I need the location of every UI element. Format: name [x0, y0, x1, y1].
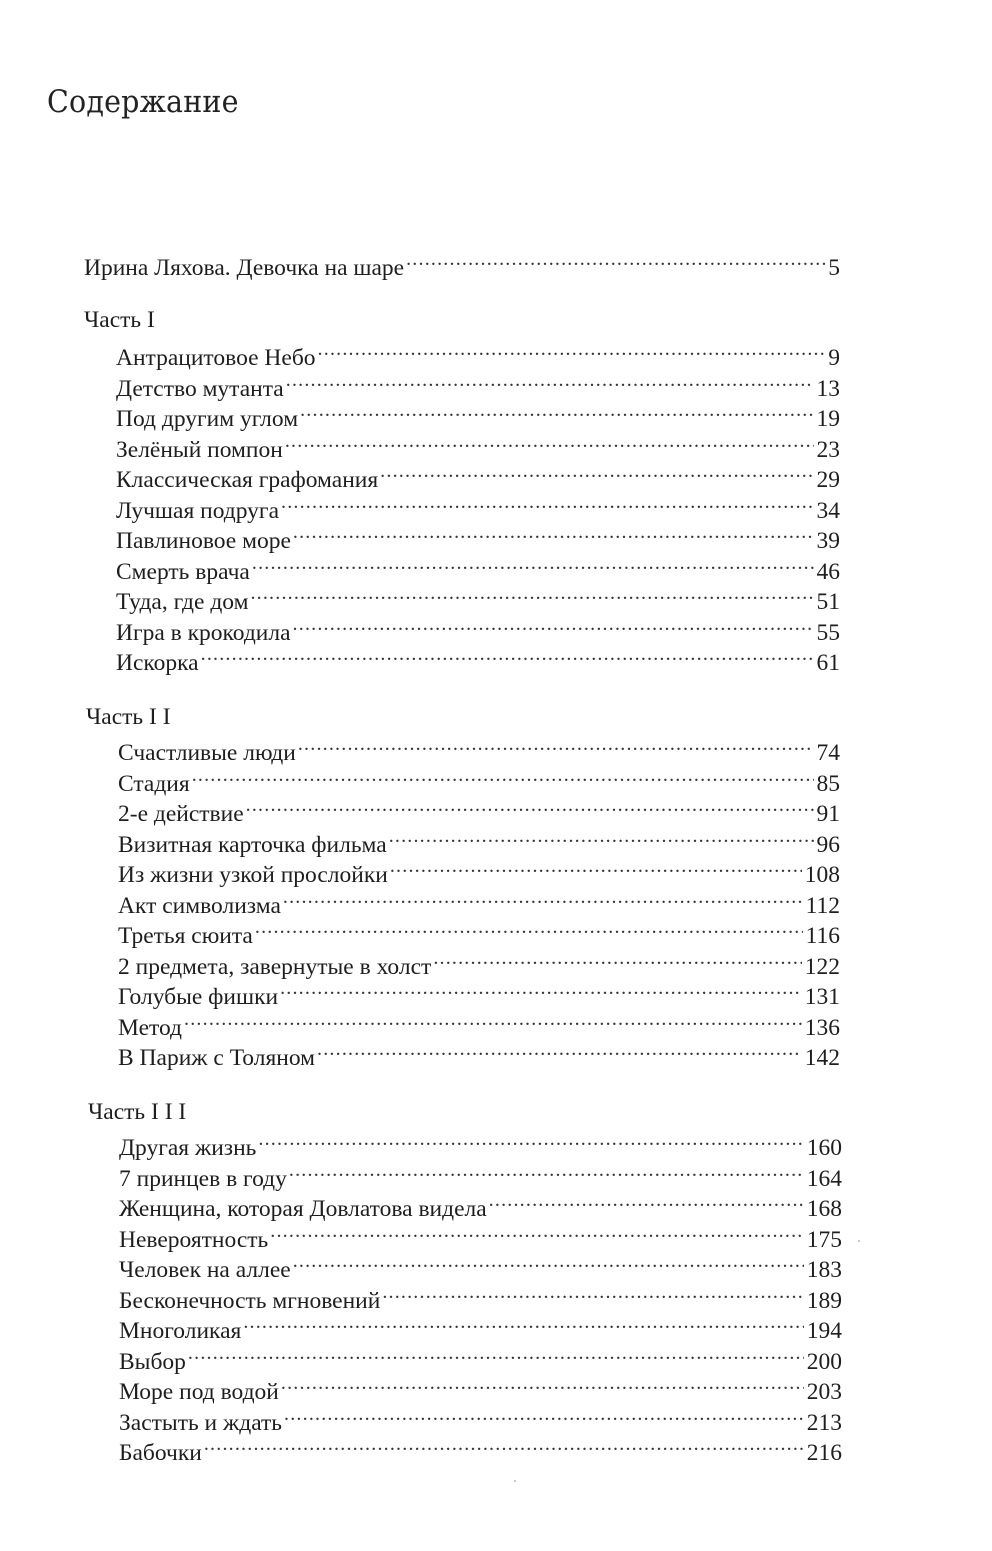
toc-entry[interactable] — [116, 366, 840, 402]
toc-entry-page: 34 — [816, 497, 840, 524]
toc-entry-title: 7 принцев в году — [119, 1165, 287, 1192]
toc-entry[interactable] — [119, 1156, 842, 1192]
dot-leader — [390, 852, 802, 882]
dot-leader — [270, 1217, 803, 1247]
toc-entry[interactable] — [116, 579, 840, 615]
toc-entry-title: Антрацитовое Небо — [116, 345, 316, 371]
toc-entry-page: 55 — [816, 619, 840, 646]
dot-leader — [250, 579, 813, 609]
dot-leader — [380, 457, 813, 487]
toc-entry-title: Под другим углом — [116, 406, 299, 432]
toc-entry-title: Из жизни узкой прослойки — [118, 862, 388, 888]
toc-entry-intro[interactable] — [84, 245, 840, 281]
toc-entry-page: 23 — [816, 436, 840, 463]
dot-leader — [204, 1430, 804, 1460]
dot-leader — [192, 761, 814, 791]
toc-entry-title: Павлиновое море — [116, 528, 291, 554]
toc-entry-title: Детство мутанта — [116, 375, 284, 402]
dot-leader — [293, 610, 814, 640]
toc-entry[interactable] — [116, 549, 840, 585]
toc-entry[interactable] — [116, 396, 840, 432]
dot-leader — [382, 1278, 803, 1308]
toc-entry-title: Классическая графомания — [116, 467, 379, 493]
toc-entry-page: 136 — [804, 1014, 840, 1041]
toc-entry-page: 13 — [816, 375, 840, 402]
toc-entry[interactable] — [119, 1125, 842, 1161]
toc-entry-page: 29 — [816, 467, 840, 493]
toc-entry-page: 142 — [804, 1045, 840, 1071]
toc-entry-title: Море под водой — [119, 1379, 279, 1405]
dot-leader — [317, 1035, 802, 1065]
dot-leader — [284, 1400, 804, 1430]
dot-leader — [184, 1005, 802, 1035]
toc-entry[interactable] — [119, 1217, 842, 1253]
toc-entry-title: Искорка — [116, 650, 199, 676]
toc-entry-title: Человек на аллее — [119, 1257, 291, 1283]
toc-entry-title: Многоликая — [119, 1318, 242, 1344]
toc-entry[interactable] — [118, 974, 840, 1010]
toc-entry[interactable] — [118, 730, 840, 766]
toc-entry-page: 189 — [806, 1287, 842, 1314]
paper-speck — [514, 1480, 516, 1482]
toc-entry-page: 61 — [816, 650, 840, 676]
toc-entry[interactable] — [118, 1035, 840, 1071]
dot-leader — [258, 1125, 803, 1155]
toc-entry-title: Невероятность — [119, 1226, 269, 1253]
toc-entry-title: Игра в крокодила — [116, 619, 291, 646]
toc-entry-page: 168 — [806, 1196, 842, 1222]
dot-leader — [389, 822, 814, 852]
toc-entry[interactable] — [116, 457, 840, 493]
toc-entry-page: 9 — [828, 345, 840, 371]
toc-entry-page: 112 — [805, 892, 840, 919]
toc-entry[interactable] — [119, 1339, 842, 1375]
dot-leader — [188, 1339, 804, 1369]
toc-entry-title: Акт символизма — [118, 892, 281, 919]
toc-entry[interactable] — [116, 335, 840, 371]
toc-entry-page: 194 — [806, 1318, 842, 1344]
dot-leader — [433, 944, 801, 974]
toc-entry-page: 175 — [806, 1226, 842, 1253]
dot-leader — [406, 245, 825, 275]
toc-entry[interactable] — [119, 1430, 842, 1466]
toc-entry[interactable] — [119, 1186, 842, 1222]
part-heading-3: Часть I I I — [88, 1099, 187, 1125]
toc-entry-title: Зелёный помпон — [116, 436, 283, 463]
toc-entry-title: Лучшая подруга — [116, 497, 279, 524]
toc-entry-title: В Париж с Толяном — [118, 1045, 316, 1071]
dot-leader — [281, 1369, 804, 1399]
toc-entry-page: 183 — [806, 1257, 842, 1283]
dot-leader — [286, 366, 814, 396]
toc-entry[interactable] — [118, 791, 840, 827]
dot-leader — [281, 488, 814, 518]
toc-entry-page: 96 — [816, 831, 840, 858]
toc-entry-title: Выбор — [119, 1348, 186, 1375]
toc-entry-page: 46 — [816, 558, 840, 585]
toc-entry-page: 203 — [806, 1379, 842, 1405]
toc-entry[interactable] — [118, 913, 840, 949]
toc-entry[interactable] — [116, 488, 840, 524]
dot-leader — [280, 974, 802, 1004]
part-heading-1: Часть I — [84, 307, 155, 333]
toc-entry-page: 5 — [828, 255, 840, 281]
dot-leader — [489, 1186, 804, 1216]
toc-entry[interactable] — [116, 610, 840, 646]
toc-entry-page: 116 — [805, 923, 840, 949]
toc-entry-page: 122 — [804, 953, 840, 980]
toc-entry[interactable] — [118, 822, 840, 858]
toc-entry-page: 19 — [816, 406, 840, 432]
toc-entry-page: 51 — [816, 589, 840, 615]
toc-entry-title: Стадия — [118, 770, 190, 797]
page-title: Содержание — [47, 84, 239, 120]
toc-entry[interactable] — [119, 1308, 842, 1344]
toc-entry-title: Другая жизнь — [119, 1135, 257, 1161]
toc-entry-page: 39 — [816, 528, 840, 554]
toc-entry-page: 85 — [816, 770, 840, 797]
toc-entry[interactable] — [116, 518, 840, 554]
toc-entry-page: 160 — [806, 1135, 842, 1161]
toc-entry[interactable] — [118, 761, 840, 797]
toc-entry-title: Туда, где дом — [116, 589, 249, 615]
dot-leader — [255, 913, 803, 943]
paper-speck — [858, 1240, 860, 1242]
toc-entry[interactable] — [118, 1005, 840, 1041]
dot-leader — [243, 1308, 803, 1338]
toc-entry-page: 108 — [804, 862, 840, 888]
toc-entry-page: 131 — [804, 984, 840, 1010]
dot-leader — [300, 396, 813, 426]
part-heading-2: Часть I I — [86, 704, 171, 730]
toc-entry-title: Смерть врача — [116, 558, 250, 585]
toc-entry-title: 2 предмета, завернутые в холст — [118, 953, 432, 980]
toc-entry-page: 164 — [806, 1165, 842, 1192]
toc-entry[interactable] — [116, 640, 840, 676]
toc-entry[interactable] — [119, 1369, 842, 1405]
toc-entry-title: Счастливые люди — [118, 740, 296, 766]
toc-entry-title: Визитная карточка фильма — [118, 831, 387, 858]
toc-entry-page: 216 — [806, 1440, 842, 1466]
toc-entry-page: 91 — [816, 801, 840, 827]
dot-leader — [293, 1247, 804, 1277]
dot-leader — [293, 518, 814, 548]
toc-entry-title: Женщина, которая Довлатова видела — [119, 1196, 487, 1222]
dot-leader — [283, 883, 803, 913]
toc-entry-title: 2-е действие — [118, 801, 244, 827]
dot-leader — [246, 791, 814, 821]
dot-leader — [318, 335, 826, 365]
toc-entry-title: Бабочки — [119, 1440, 202, 1466]
toc-entry-title: Застыть и ждать — [119, 1409, 283, 1436]
toc-entry-title: Голубые фишки — [118, 984, 279, 1010]
toc-entry[interactable] — [118, 852, 840, 888]
dot-leader — [252, 549, 814, 579]
toc-entry-title: Ирина Ляхова. Девочка на шаре — [84, 255, 405, 281]
dot-leader — [201, 640, 814, 670]
toc-entry-page: 200 — [806, 1348, 842, 1375]
toc-entry[interactable] — [118, 883, 840, 919]
toc-entry-title: Метод — [118, 1014, 183, 1041]
toc-entry[interactable] — [119, 1247, 842, 1283]
toc-entry[interactable] — [119, 1278, 842, 1314]
toc-entry[interactable] — [116, 427, 840, 463]
dot-leader — [285, 427, 814, 457]
dot-leader — [289, 1156, 804, 1186]
toc-entry-title: Бесконечность мгновений — [119, 1287, 381, 1314]
toc-entry[interactable] — [118, 944, 840, 980]
toc-entry-page: 74 — [816, 740, 840, 766]
toc-entry[interactable] — [119, 1400, 842, 1436]
toc-entry-title: Третья сюита — [118, 923, 253, 949]
toc-entry-page: 213 — [806, 1409, 842, 1436]
dot-leader — [298, 730, 814, 760]
